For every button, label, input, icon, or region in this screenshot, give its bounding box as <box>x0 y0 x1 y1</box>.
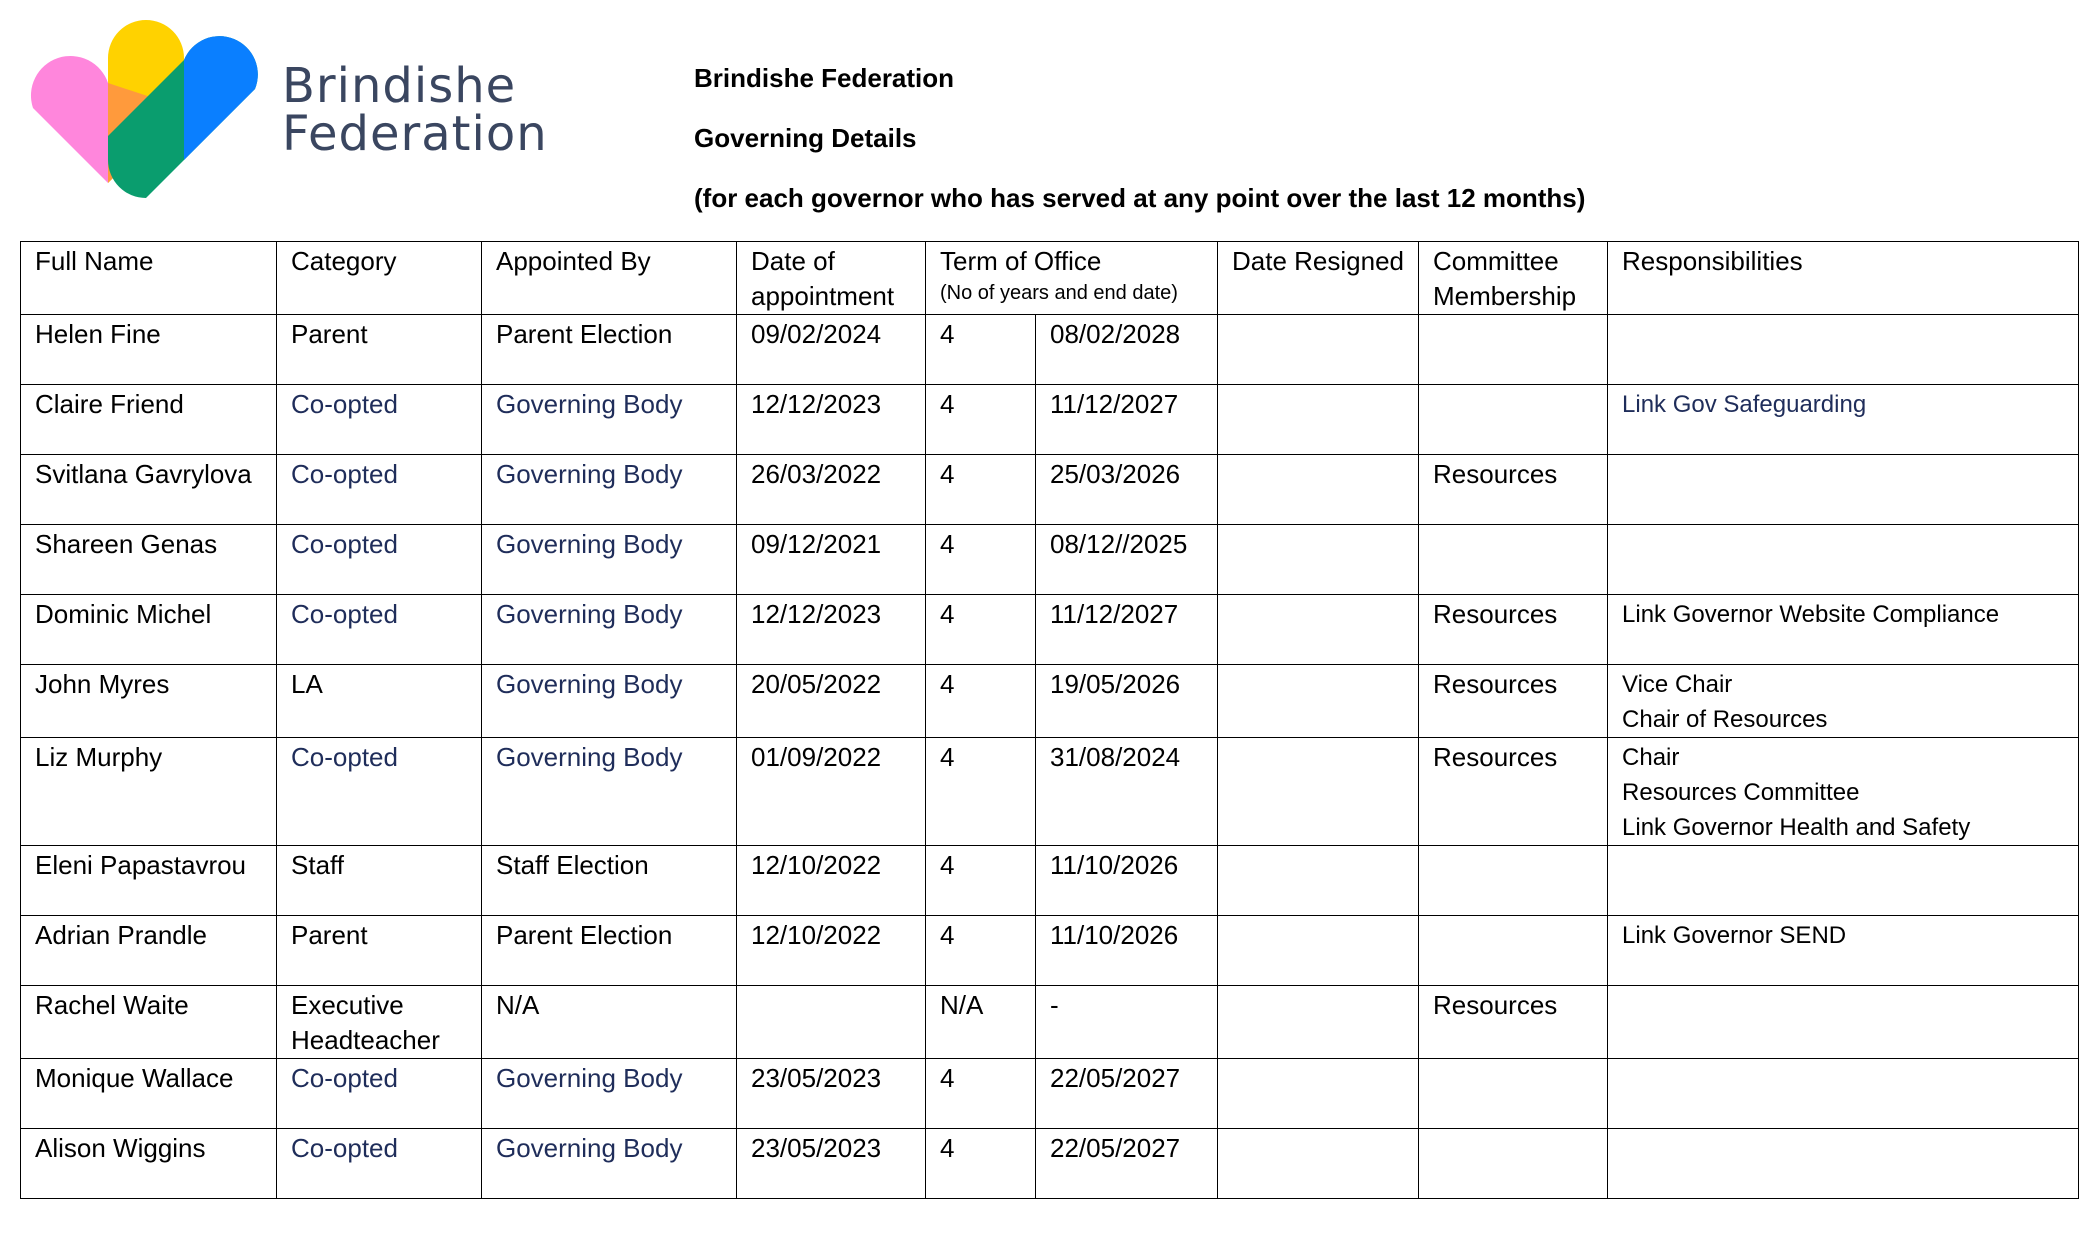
cell-date-of-appointment: 12/12/2023 <box>737 385 926 455</box>
cell-date-resigned <box>1218 738 1419 846</box>
table-row <box>21 1129 2079 1199</box>
cell-category: Executive Headteacher <box>277 986 482 1059</box>
governors-table <box>20 241 2079 1199</box>
cell-term-years: 4 <box>926 1129 1036 1199</box>
cell-full-name: Liz Murphy <box>21 738 277 846</box>
cell-full-name: Monique Wallace <box>21 1059 277 1129</box>
cell-term-end-date: 22/05/2027 <box>1036 1129 1218 1199</box>
cell-term-years: 4 <box>926 525 1036 595</box>
cell-appointed-by: Staff Election <box>482 846 737 916</box>
cell-full-name: Shareen Genas <box>21 525 277 595</box>
doc-subtitle: Governing Details <box>694 123 917 153</box>
cell-date-of-appointment: 12/12/2023 <box>737 595 926 665</box>
cell-date-of-appointment: 26/03/2022 <box>737 455 926 525</box>
cell-appointed-by: Governing Body <box>482 525 737 595</box>
cell-committee: Resources <box>1419 738 1608 846</box>
cell-term-years: 4 <box>926 455 1036 525</box>
cell-term-end-date: 08/02/2028 <box>1036 315 1218 385</box>
cell-category: Parent <box>277 916 482 986</box>
cell-category: Co-opted <box>277 738 482 846</box>
cell-date-resigned <box>1218 916 1419 986</box>
cell-full-name: Adrian Prandle <box>21 916 277 986</box>
header-term-label: Term of Office <box>940 246 1102 276</box>
cell-full-name: Alison Wiggins <box>21 1129 277 1199</box>
governors-body <box>21 315 2079 1199</box>
cell-responsibilities <box>1608 846 2079 916</box>
cell-term-years: 4 <box>926 846 1036 916</box>
table-row <box>21 1059 2079 1129</box>
cell-committee <box>1419 1129 1608 1199</box>
header-term-note: (No of years and end date) <box>940 282 1178 304</box>
cell-date-resigned <box>1218 385 1419 455</box>
cell-date-of-appointment: 01/09/2022 <box>737 738 926 846</box>
cell-date-of-appointment: 20/05/2022 <box>737 665 926 738</box>
responsibility-item: Chair <box>1622 744 1680 771</box>
cell-appointed-by: Governing Body <box>482 455 737 525</box>
cell-term-end-date: 11/10/2026 <box>1036 916 1218 986</box>
cell-term-end-date: - <box>1036 986 1218 1059</box>
cell-committee <box>1419 385 1608 455</box>
cell-category: Co-opted <box>277 455 482 525</box>
cell-committee <box>1419 315 1608 385</box>
cell-date-resigned <box>1218 1059 1419 1129</box>
responsibility-item: Resources Committee <box>1622 779 1860 806</box>
cell-category: Staff <box>277 846 482 916</box>
cell-full-name: Helen Fine <box>21 315 277 385</box>
cell-category: Parent <box>277 315 482 385</box>
cell-term-end-date: 19/05/2026 <box>1036 665 1218 738</box>
cell-committee <box>1419 525 1608 595</box>
cell-date-resigned <box>1218 1129 1419 1199</box>
cell-term-end-date: 11/10/2026 <box>1036 846 1218 916</box>
cell-responsibilities <box>1608 1059 2079 1129</box>
logo-wordmark <box>282 58 548 162</box>
cell-appointed-by: Governing Body <box>482 385 737 455</box>
logo-hearts-icon <box>30 20 260 210</box>
cell-category: Co-opted <box>277 525 482 595</box>
table-row <box>21 385 2079 455</box>
cell-full-name: Eleni Papastavrou <box>21 846 277 916</box>
cell-responsibilities <box>1608 595 2079 665</box>
cell-term-years: 4 <box>926 315 1036 385</box>
header-date-resigned: Date Resigned <box>1218 242 1419 315</box>
cell-full-name: John Myres <box>21 665 277 738</box>
table-row <box>21 986 2079 1059</box>
cell-category: Co-opted <box>277 1129 482 1199</box>
responsibility-item: Vice Chair <box>1622 671 1733 698</box>
cell-responsibilities <box>1608 385 2079 455</box>
cell-term-years: 4 <box>926 738 1036 846</box>
cell-appointed-by: N/A <box>482 986 737 1059</box>
cell-term-years: N/A <box>926 986 1036 1059</box>
cell-committee <box>1419 916 1608 986</box>
cell-date-of-appointment: 09/12/2021 <box>737 525 926 595</box>
doc-title: Brindishe Federation <box>694 63 955 93</box>
cell-responsibilities <box>1608 986 2079 1059</box>
cell-term-years: 4 <box>926 1059 1036 1129</box>
cell-full-name: Rachel Waite <box>21 986 277 1059</box>
responsibility-item: Link Governor Website Compliance <box>1622 601 2000 628</box>
header-term-of-office <box>926 242 1218 315</box>
cell-term-years: 4 <box>926 595 1036 665</box>
cell-date-resigned <box>1218 986 1419 1059</box>
cell-date-resigned <box>1218 315 1419 385</box>
cell-date-resigned <box>1218 455 1419 525</box>
header-appointed-by: Appointed By <box>482 242 737 315</box>
responsibility-item: Link Governor Health and Safety <box>1622 814 1971 841</box>
responsibility-item: Link Gov Safeguarding <box>1622 391 1867 418</box>
cell-appointed-by: Governing Body <box>482 1059 737 1129</box>
cell-responsibilities <box>1608 1129 2079 1199</box>
cell-appointed-by: Parent Election <box>482 315 737 385</box>
header-row <box>21 242 2079 315</box>
responsibility-item: Link Governor SEND <box>1622 922 1847 949</box>
table-row <box>21 525 2079 595</box>
cell-term-end-date: 11/12/2027 <box>1036 595 1218 665</box>
header-date-of-appointment: Date of appointment <box>737 242 926 315</box>
cell-responsibilities <box>1608 525 2079 595</box>
responsibility-item: Chair of Resources <box>1622 706 1828 733</box>
cell-committee: Resources <box>1419 455 1608 525</box>
cell-committee <box>1419 846 1608 916</box>
cell-committee: Resources <box>1419 665 1608 738</box>
cell-appointed-by: Governing Body <box>482 665 737 738</box>
cell-responsibilities <box>1608 738 2079 846</box>
cell-responsibilities <box>1608 455 2079 525</box>
cell-term-years: 4 <box>926 385 1036 455</box>
table-row <box>21 916 2079 986</box>
cell-full-name: Svitlana Gavrylova <box>21 455 277 525</box>
table-row <box>21 738 2079 846</box>
cell-date-of-appointment: 23/05/2023 <box>737 1059 926 1129</box>
cell-term-end-date: 08/12//2025 <box>1036 525 1218 595</box>
header-committee: Committee Membership <box>1419 242 1608 315</box>
cell-date-resigned <box>1218 846 1419 916</box>
federation-logo <box>30 20 260 210</box>
cell-term-end-date: 31/08/2024 <box>1036 738 1218 846</box>
cell-appointed-by: Governing Body <box>482 1129 737 1199</box>
cell-responsibilities <box>1608 916 2079 986</box>
cell-full-name: Claire Friend <box>21 385 277 455</box>
cell-date-resigned <box>1218 525 1419 595</box>
cell-date-of-appointment <box>737 986 926 1059</box>
cell-term-end-date: 11/12/2027 <box>1036 385 1218 455</box>
table-row <box>21 455 2079 525</box>
cell-appointed-by: Governing Body <box>482 738 737 846</box>
cell-responsibilities <box>1608 665 2079 738</box>
cell-term-years: 4 <box>926 665 1036 738</box>
cell-full-name: Dominic Michel <box>21 595 277 665</box>
table-row <box>21 846 2079 916</box>
header-responsibilities: Responsibilities <box>1608 242 2079 315</box>
cell-committee: Resources <box>1419 986 1608 1059</box>
cell-date-of-appointment: 23/05/2023 <box>737 1129 926 1199</box>
cell-term-years: 4 <box>926 916 1036 986</box>
table-row <box>21 665 2079 738</box>
cell-committee <box>1419 1059 1608 1129</box>
cell-date-resigned <box>1218 665 1419 738</box>
logo-word-line1: Brindishe <box>282 58 517 114</box>
cell-category: Co-opted <box>277 595 482 665</box>
cell-date-of-appointment: 12/10/2022 <box>737 846 926 916</box>
cell-category: Co-opted <box>277 385 482 455</box>
header-category: Category <box>277 242 482 315</box>
cell-term-end-date: 25/03/2026 <box>1036 455 1218 525</box>
table-row <box>21 315 2079 385</box>
cell-responsibilities <box>1608 315 2079 385</box>
cell-date-resigned <box>1218 595 1419 665</box>
cell-committee: Resources <box>1419 595 1608 665</box>
cell-appointed-by: Governing Body <box>482 595 737 665</box>
header-full-name: Full Name <box>21 242 277 315</box>
cell-date-of-appointment: 09/02/2024 <box>737 315 926 385</box>
table-row <box>21 595 2079 665</box>
cell-category: Co-opted <box>277 1059 482 1129</box>
cell-date-of-appointment: 12/10/2022 <box>737 916 926 986</box>
cell-appointed-by: Parent Election <box>482 916 737 986</box>
logo-word-line2: Federation <box>282 106 548 162</box>
cell-term-end-date: 22/05/2027 <box>1036 1059 1218 1129</box>
cell-category: LA <box>277 665 482 738</box>
doc-note: (for each governor who has served at any point over the last 12 months) <box>694 183 1586 213</box>
